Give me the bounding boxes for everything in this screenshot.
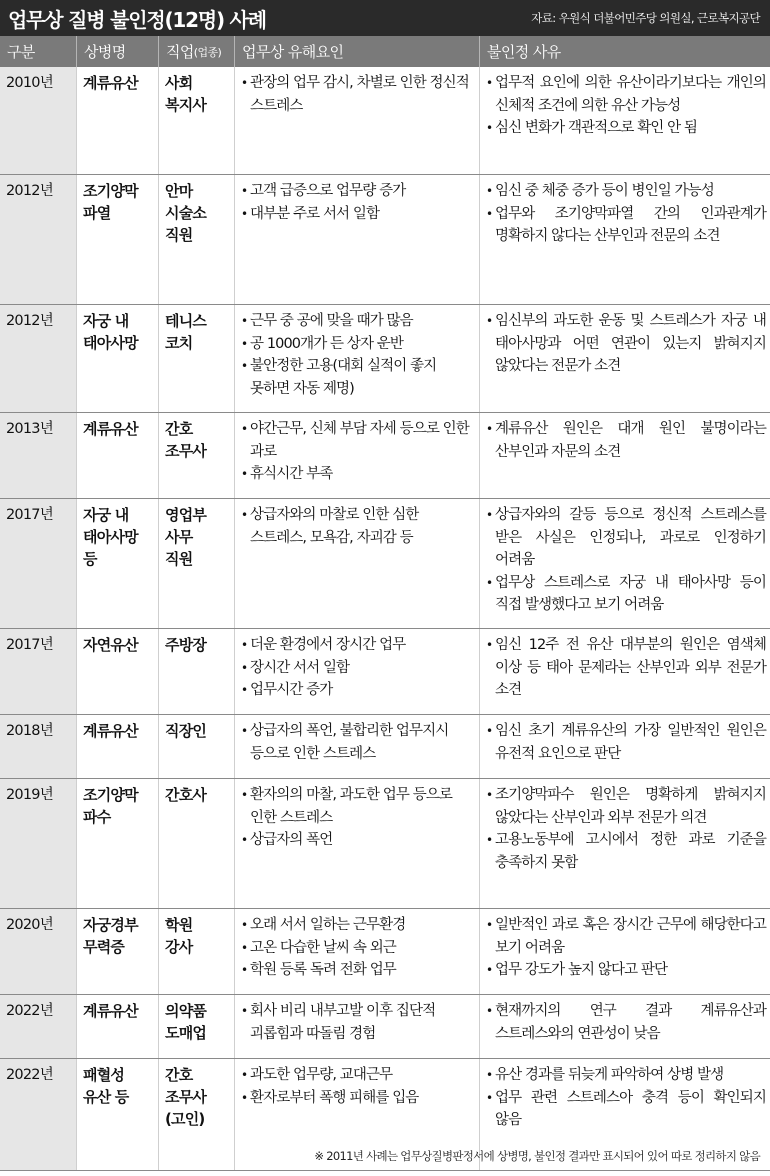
factors-cell	[234, 67, 479, 174]
factor-item: • 근무 중 공에 맞을 때가 많음	[241, 310, 475, 333]
year-cell	[0, 305, 76, 412]
reason-item: • 계류유산 원인은 대개 원인 불명이라는 산부인과 자문의 소견	[486, 418, 766, 463]
year-cell	[0, 629, 76, 714]
reasons-list	[486, 72, 766, 140]
disease-line: 조기양막	[83, 182, 138, 200]
job-cell	[158, 499, 234, 628]
year-text: 2022년	[6, 1003, 53, 1019]
job-line: 영업부	[165, 506, 207, 524]
job-cell	[158, 995, 234, 1058]
reason-item: • 업무 강도가 높지 않다고 판단	[486, 959, 766, 982]
reason-item: • 심신 변화가 객관적으로 확인 안 됨	[486, 117, 766, 140]
year-text: 2019년	[6, 787, 53, 803]
factors-cell	[234, 175, 479, 304]
job-cell	[158, 909, 234, 994]
job-cell	[158, 67, 234, 174]
factors-cell	[234, 499, 479, 628]
job-cell	[158, 779, 234, 908]
reasons-list	[486, 784, 766, 874]
page-title: 업무상 질병 불인정(12명) 사례	[8, 7, 266, 32]
reasons-cell	[479, 715, 770, 778]
factor-item: • 더운 환경에서 장시간 업무	[241, 634, 475, 657]
reason-item: • 업무와 조기양막파열 간의 인과관계가 명확하지 않다는 산부인과 전문의 소견	[486, 203, 766, 248]
reason-item: • 상급자와의 갈등 등으로 정신적 스트레스를 받은 사실은 인정되나, 과로로 인정하기 어려움	[486, 504, 766, 572]
factor-item: • 상급자와의 마찰로 인한 심한 스트레스, 모욕감, 자괴감 등	[241, 504, 475, 549]
job-cell	[158, 1059, 234, 1170]
year-text: 2012년	[6, 183, 53, 199]
year-cell	[0, 715, 76, 778]
reason-item: • 현재까지의 연구 결과 계류유산과 스트레스와의 연관성이 낮음	[486, 1000, 766, 1045]
factors-list	[241, 914, 475, 982]
reasons-list	[486, 180, 766, 248]
factor-item: • 고객 급증으로 업무량 증가	[241, 180, 475, 203]
reasons-cell	[479, 995, 770, 1058]
reasons-list	[486, 310, 766, 378]
reason-item: • 고용노동부에 고시에서 정한 과로 기준을 충족하지 못함	[486, 829, 766, 874]
reason-item: • 임신 초기 계류유산의 가장 일반적인 원인은 유전적 요인으로 판단	[486, 720, 766, 765]
factors-list	[241, 418, 475, 486]
factor-item: • 회사 비리 내부고발 이후 집단적 괴롭힘과 따돌림 경험	[241, 1000, 475, 1045]
year-text: 2022년	[6, 1067, 53, 1083]
factor-item: • 장시간 서서 일함	[241, 657, 475, 680]
job-line: 조무사	[165, 442, 207, 460]
reasons-list	[486, 1000, 766, 1045]
factor-item: • 휴식시간 부족	[241, 463, 475, 486]
disease-cell	[76, 909, 158, 994]
reason-item: • 일반적인 과로 혹은 장시간 근무에 해당한다고 보기 어려움	[486, 914, 766, 959]
reason-item: • 임신 중 체중 증가 등이 병인일 가능성	[486, 180, 766, 203]
reasons-list	[486, 1064, 766, 1132]
factors-list	[241, 1000, 475, 1045]
factor-item: • 대부분 주로 서서 일함	[241, 203, 475, 226]
factor-item: • 관장의 업무 감시, 차별로 인한 정신적 스트레스	[241, 72, 475, 117]
reasons-cell	[479, 629, 770, 714]
table-row	[0, 305, 770, 413]
factor-item: • 과도한 업무량, 교대근무	[241, 1064, 475, 1087]
factors-cell	[234, 909, 479, 994]
factor-item: • 환자로부터 폭행 피해를 입음	[241, 1087, 475, 1110]
source-credit: 자료: 우원식 더불어민주당 의원실, 근로복지공단	[531, 11, 760, 25]
disease-line: 계류유산	[83, 420, 138, 438]
job-line: 학원	[165, 916, 193, 934]
header-category: 구분	[7, 43, 35, 61]
factor-item: • 고온 다습한 날씨 속 외근	[241, 937, 475, 960]
reason-item: • 조기양막파수 원인은 명확하게 밝혀지지 않았다는 산부인과 외부 전문가 의견	[486, 784, 766, 829]
year-text: 2012년	[6, 313, 53, 329]
year-cell	[0, 1059, 76, 1170]
job-line: 코치	[165, 334, 193, 352]
header-disease: 상병명	[76, 36, 158, 67]
year-cell	[0, 499, 76, 628]
year-cell	[0, 909, 76, 994]
factors-list	[241, 180, 475, 225]
job-cell	[158, 413, 234, 498]
reasons-cell	[479, 413, 770, 498]
table-row	[0, 499, 770, 629]
factors-list	[241, 720, 475, 765]
disease-cell	[76, 67, 158, 174]
factor-item: • 상급자의 폭언	[241, 829, 475, 852]
factors-list	[241, 784, 475, 852]
year-text: 2017년	[6, 637, 53, 653]
factors-cell	[234, 995, 479, 1058]
reasons-list	[486, 634, 766, 702]
reasons-cell	[479, 305, 770, 412]
job-line: 간호	[165, 1066, 193, 1084]
job-line: 강사	[165, 938, 193, 956]
job-line: 간호사	[165, 786, 207, 804]
year-cell	[0, 175, 76, 304]
factors-list	[241, 72, 475, 117]
disease-cell	[76, 413, 158, 498]
job-line: 도매업	[165, 1024, 207, 1042]
disease-line: 파수	[83, 808, 111, 826]
disease-line: 파열	[83, 204, 111, 222]
job-line: (고인)	[165, 1110, 205, 1128]
factors-cell	[234, 715, 479, 778]
factor-item: • 오래 서서 일하는 근무환경	[241, 914, 475, 937]
factor-item: • 불안정한 고용(대회 실적이 좋지 못하면 자동 제명)	[241, 355, 475, 400]
reasons-list	[486, 914, 766, 982]
disease-line: 계류유산	[83, 722, 138, 740]
disease-cell	[76, 305, 158, 412]
header-factors: 업무상 유해요인	[234, 36, 479, 67]
disease-cell	[76, 1059, 158, 1170]
year-cell	[0, 779, 76, 908]
year-text: 2018년	[6, 723, 53, 739]
factors-list	[241, 504, 475, 549]
footnote: ※ 2011년 사례는 업무상질병판정서에 상병명, 불인정 결과만 표시되어 있어 따로 정리하지 않음	[314, 1149, 760, 1163]
table-row	[0, 67, 770, 175]
table-row	[0, 413, 770, 499]
job-line: 직장인	[165, 722, 207, 740]
factors-list	[241, 310, 475, 400]
reason-item: • 업무적 요인에 의한 유산이라기보다는 개인의 신체적 조건에 의한 유산 가능성	[486, 72, 766, 117]
job-line: 시술소	[165, 204, 207, 222]
job-cell	[158, 175, 234, 304]
disease-cell	[76, 499, 158, 628]
disease-line: 자궁 내	[83, 312, 129, 330]
reasons-cell	[479, 779, 770, 908]
job-line: 직원	[165, 550, 193, 568]
job-line: 사회	[165, 74, 193, 92]
job-cell	[158, 715, 234, 778]
factor-item: • 환자의의 마찰, 과도한 업무 등으로 인한 스트레스	[241, 784, 475, 829]
reason-item: • 업무상 스트레스로 자궁 내 태아사망 등이 직접 발생했다고 보기 어려움	[486, 572, 766, 617]
table-row	[0, 995, 770, 1059]
disease-line: 등	[83, 550, 97, 568]
table-row	[0, 909, 770, 995]
reason-item: • 유산 경과를 뒤늦게 파악하여 상병 발생	[486, 1064, 766, 1087]
reason-item: • 업무 관련 스트레스아 충격 등이 확인되지 않음	[486, 1087, 766, 1132]
job-line: 사무	[165, 528, 193, 546]
disease-line: 자궁 내	[83, 506, 129, 524]
job-cell	[158, 305, 234, 412]
job-line: 테니스	[165, 312, 207, 330]
year-cell	[0, 995, 76, 1058]
header-job	[158, 36, 234, 67]
reasons-list	[486, 504, 766, 617]
job-line: 주방장	[165, 636, 207, 654]
year-text: 2013년	[6, 421, 53, 437]
disease-cell	[76, 779, 158, 908]
factors-cell	[234, 779, 479, 908]
job-cell	[158, 629, 234, 714]
job-line: 복지사	[165, 96, 207, 114]
year-cell	[0, 67, 76, 174]
reasons-cell	[479, 175, 770, 304]
disease-line: 무력증	[83, 938, 125, 956]
factor-item: • 공 1000개가 든 상자 운반	[241, 333, 475, 356]
disease-line: 패혈성	[83, 1066, 125, 1084]
reasons-list	[486, 418, 766, 463]
table-row	[0, 175, 770, 305]
job-line: 의약품	[165, 1002, 207, 1020]
header-reasons: 불인정 사유	[479, 36, 770, 67]
year-text: 2020년	[6, 917, 53, 933]
job-line: 간호	[165, 420, 193, 438]
factors-list	[241, 634, 475, 702]
table-row	[0, 715, 770, 779]
job-line: 조무사	[165, 1088, 207, 1106]
factors-list	[241, 1064, 475, 1109]
disease-cell	[76, 995, 158, 1058]
reasons-cell	[479, 909, 770, 994]
disease-cell	[76, 715, 158, 778]
factors-cell	[234, 629, 479, 714]
disease-line: 자연유산	[83, 636, 138, 654]
year-cell	[0, 413, 76, 498]
disease-cell	[76, 629, 158, 714]
disease-line: 유산 등	[83, 1088, 129, 1106]
disease-line: 계류유산	[83, 74, 138, 92]
table-row	[0, 779, 770, 909]
factor-item: • 업무시간 증가	[241, 679, 475, 702]
disease-cell	[76, 175, 158, 304]
factor-item: • 학원 등록 독려 전화 업무	[241, 959, 475, 982]
reasons-cell	[479, 67, 770, 174]
header-job-main: 직업	[166, 43, 194, 61]
disease-line: 계류유산	[83, 1002, 138, 1020]
job-line: 안마	[165, 182, 193, 200]
disease-line: 자궁경부	[83, 916, 138, 934]
reasons-list	[486, 720, 766, 765]
factor-item: • 야간근무, 신체 부담 자세 등으로 인한 과로	[241, 418, 475, 463]
disease-line: 조기양막	[83, 786, 138, 804]
header-job-sub: (업종)	[193, 45, 222, 59]
disease-line: 태아사망	[83, 528, 138, 546]
table-row	[0, 629, 770, 715]
reason-item: • 임신부의 과도한 운동 및 스트레스가 자궁 내 태아사망과 어떤 연관이 있는지 밝혀지지 않았다는 전문가 소견	[486, 310, 766, 378]
factor-item: • 상급자의 폭언, 불합리한 업무지시 등으로 인한 스트레스	[241, 720, 475, 765]
year-text: 2010년	[6, 75, 53, 91]
title-bar	[0, 0, 770, 36]
factors-cell	[234, 413, 479, 498]
disease-line: 태아사망	[83, 334, 138, 352]
reasons-cell	[479, 499, 770, 628]
year-text: 2017년	[6, 507, 53, 523]
job-line: 직원	[165, 226, 193, 244]
reason-item: • 임신 12주 전 유산 대부분의 원인은 염색체 이상 등 태아 문제라는 산부인과 외부 전문가 소견	[486, 634, 766, 702]
table-header	[0, 36, 770, 67]
factors-cell	[234, 305, 479, 412]
table-body	[0, 67, 770, 1171]
